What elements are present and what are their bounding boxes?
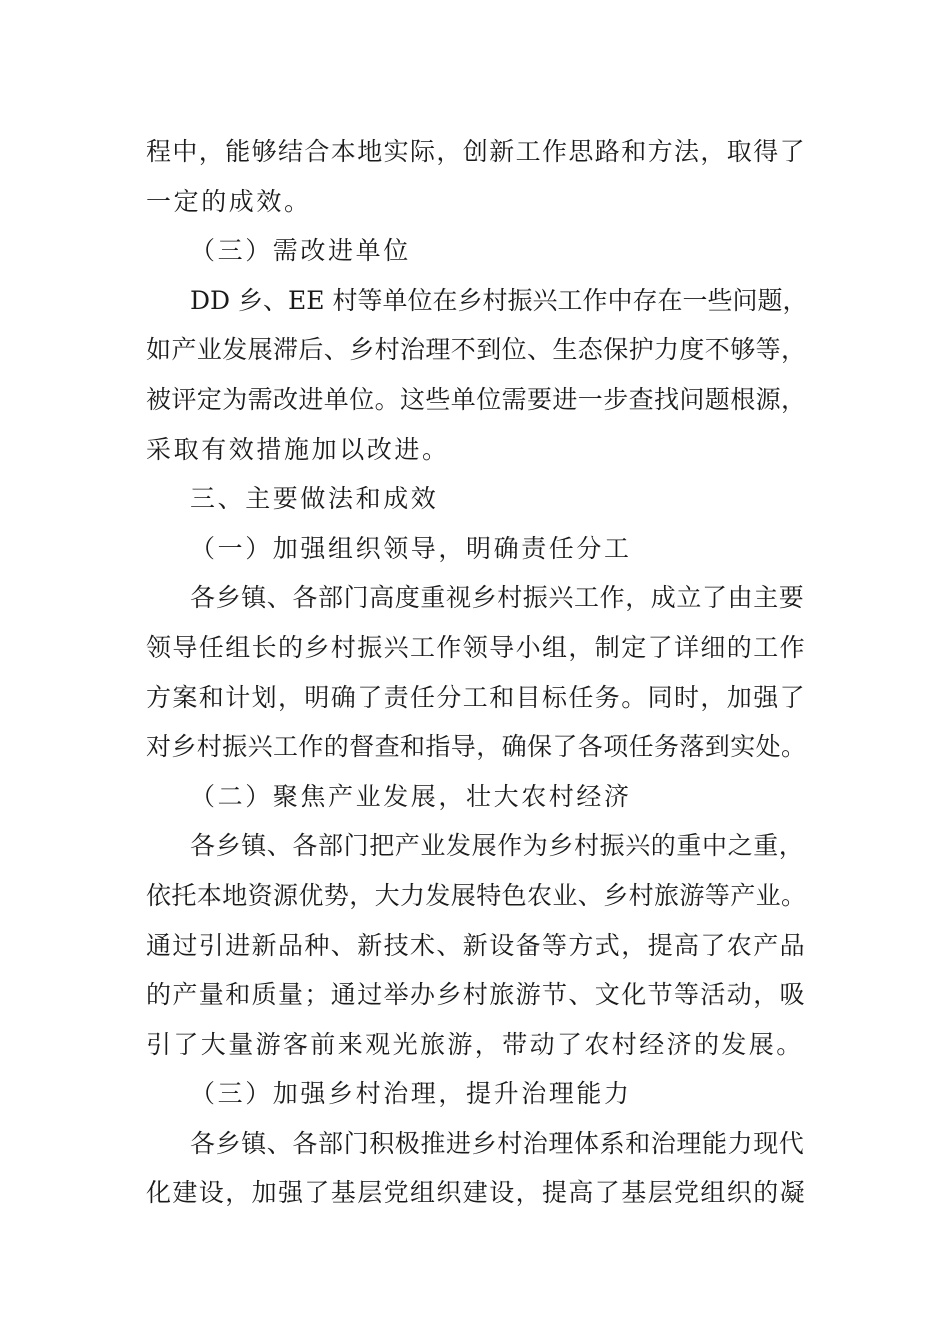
text-line: 方案和计划，明确了责任分工和目标任务。同时，加强了 [146, 682, 807, 712]
text-line: 采取有效措施加以改进。 [146, 434, 450, 464]
document-body [146, 127, 806, 1218]
text-line: 一定的成效。 [146, 186, 312, 216]
text-line: 各乡镇、各部门高度重视乡村振兴工作，成立了由主要 [190, 583, 805, 613]
section-heading: （二）聚焦产业发展，壮大农村经济 [190, 781, 632, 811]
section-heading: （三）需改进单位 [190, 236, 411, 266]
text-line: 依托本地资源优势，大力发展特色农业、乡村旅游等产业。 [146, 880, 807, 910]
text-line: 各乡镇、各部门积极推进乡村治理体系和治理能力现代 [190, 1128, 805, 1158]
text-line: 如产业发展滞后、乡村治理不到位、生态保护力度不够等， [146, 335, 807, 365]
section-heading: （三）加强乡村治理，提升治理能力 [190, 1079, 632, 1109]
text-line: 被评定为需改进单位。这些单位需要进一步查找问题根源， [146, 384, 807, 414]
text-line: 通过引进新品种、新技术、新设备等方式，提高了农产品 [146, 930, 807, 960]
text-line: 的产量和质量；通过举办乡村旅游节、文化节等活动，吸 [146, 980, 807, 1010]
text-line: 领导任组长的乡村振兴工作领导小组，制定了详细的工作 [146, 632, 807, 662]
text-line: 对乡村振兴工作的督查和指导，确保了各项任务落到实处。 [146, 732, 807, 762]
section-heading: （一）加强组织领导，明确责任分工 [190, 533, 632, 563]
text-line: 化建设，加强了基层党组织建设，提高了基层党组织的凝 [146, 1178, 807, 1208]
text-line: 程中，能够结合本地实际，创新工作思路和方法，取得了 [146, 137, 807, 166]
chapter-heading: 三、主要做法和成效 [190, 484, 439, 514]
text-line: 各乡镇、各部门把产业发展作为乡村振兴的重中之重， [190, 831, 805, 861]
text-line: 引了大量游客前来观光旅游，带动了农村经济的发展。 [146, 1029, 804, 1059]
text-line: DD 乡、EE 村等单位在乡村振兴工作中存在一些问题， [190, 285, 808, 315]
